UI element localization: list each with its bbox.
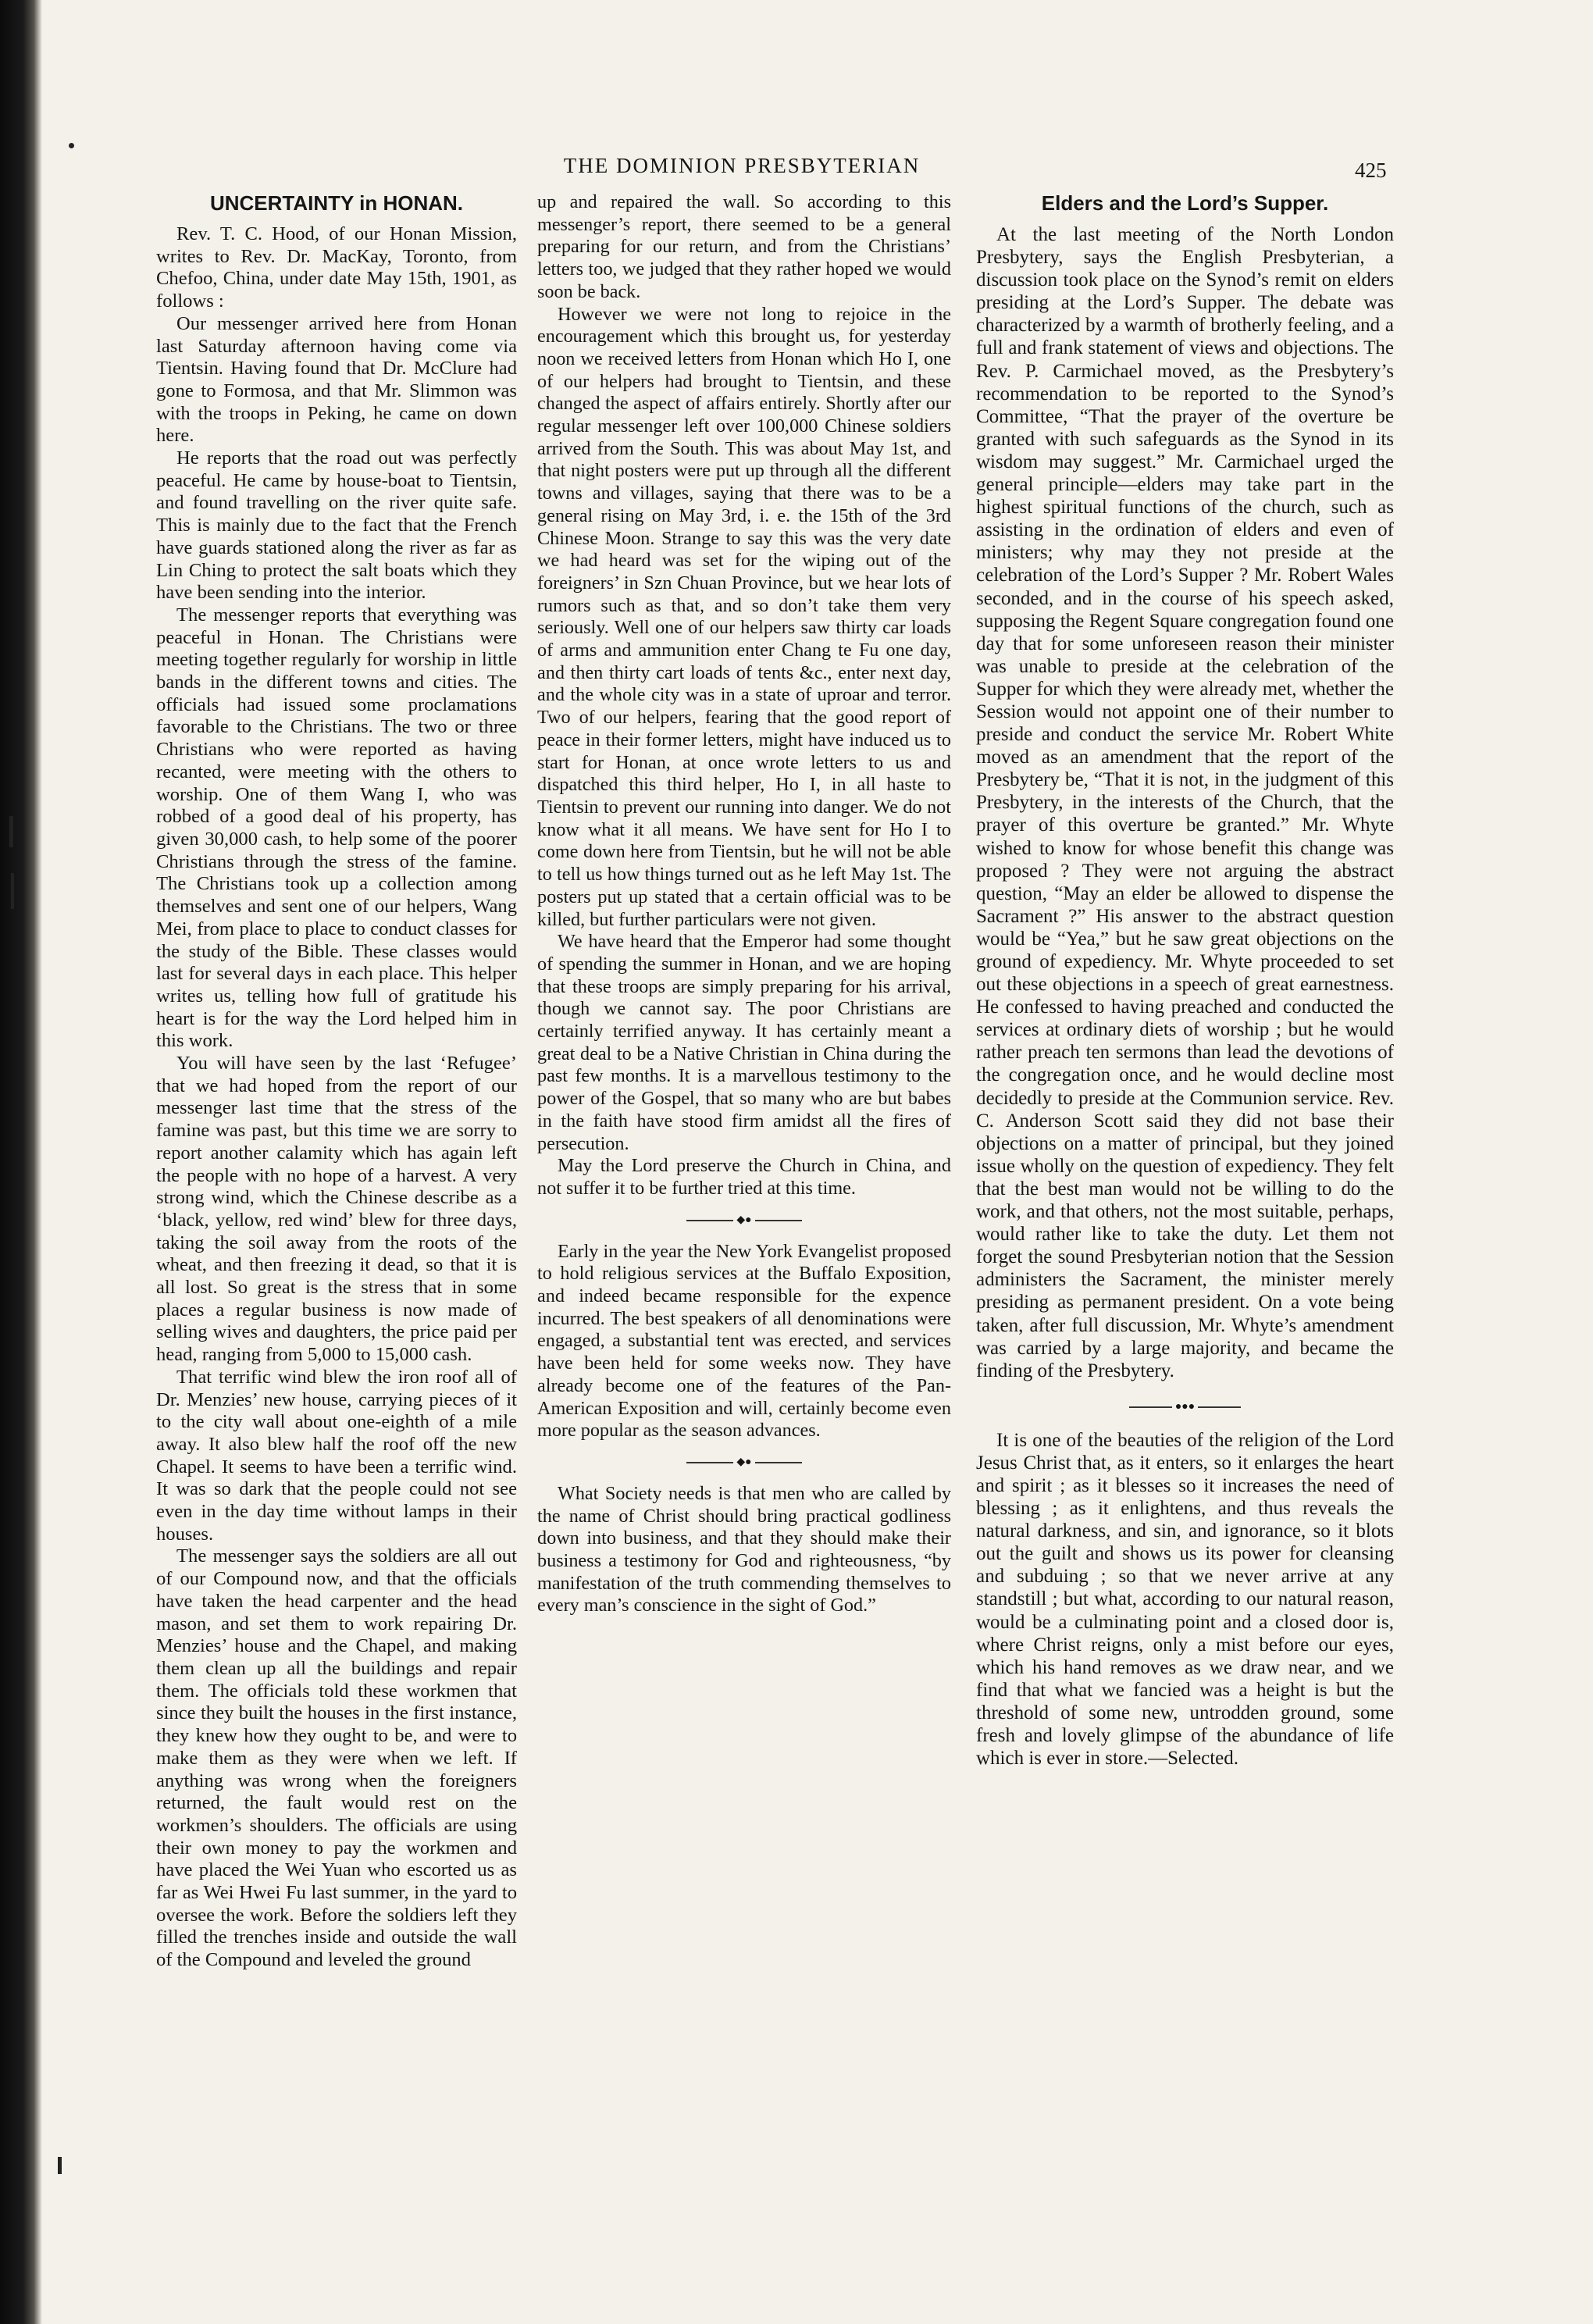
page-number: 425 [1355, 159, 1387, 182]
column-middle [537, 191, 951, 1617]
binding-mark [11, 873, 14, 909]
paragraph: You will have seen by the last ‘Refugee’ that we had hoped from the report of our messenger last time that the stress of the famine was past, but this time we are sorry to report another calamity which has again left the people with no hope of a harvest. A very strong wind, which the Chinese describe as a ‘black, yellow, red wind’ blew for three days, taking the soil away from the roots of the wheat, and then freezing it dead, so that it is all lost. So great is the stress that in some places a regular business is now made of selling wives and daughters, the price paid per head, ranging from 5,000 to 15,000 cash. [156, 1053, 517, 1366]
paragraph: The messenger reports that everything was peaceful in Honan. The Christians were meeting together regularly for worship in little bands in the different towns and cities. The officials had issued some proclamations favorable to the Christians. The two or three Christians who were reported as having recanted, were meeting with the others to worship. One of them Wang I, who was robbed of a good deal of his property, has given 30,000 cash, to help some of the poorer Christians through the stress of the famine. The Christians took up a collection among themselves and sent one of our helpers, Wang Mei, from place to place to conduct classes for the study of the Bible. These classes would last for several days in each place. This helper writes us, telling how full of gratitude his heart is for the way the Lord helped him in this work. [156, 604, 517, 1052]
paragraph: That terrific wind blew the iron roof all of Dr. Menzies’ new house, carrying pieces of it to the city wall about one-eighth of a mile away. It also blew half the roof off the new Chapel. It seems to have been a terrific wind. It was so dark that the people could not see even in the day time without lamps in their houses. [156, 1366, 517, 1545]
column-right [976, 191, 1394, 1770]
section-divider: ◆● [537, 1458, 951, 1467]
paragraph: up and repaired the wall. So according to this messenger’s report, there seemed to be a general preparing for our return, and from the Christians’ letters too, we judged that they rather hoped we would soon be back. [537, 191, 951, 302]
news-note-society-godliness: What Society needs is that men who are called by the name of Christ should bring practical godliness down into business, and that they should make their business a testimony for God and righteousness, “by manifestation of the truth commending themselves to every man’s conscience in the sight of God.” [537, 1482, 951, 1616]
paragraph: We have heard that the Emperor had some thought of spending the summer in Honan, and we are hoping that these troops are simply preparing for his arrival, though we cannot say. The poor Christians are certainly terrified anyway. It has certainly meant a great deal to be a Native Christian in China during the past few months. It is a marvellous testimony to the power of the Gospel, that so many who are but babes in the faith have stood firm amidst all the fires of persecution. [537, 931, 951, 1154]
column-left [156, 191, 517, 1972]
ink-speck [69, 143, 74, 148]
news-note-buffalo-exposition: Early in the year the New York Evangelist proposed to hold religious services at the Buffalo Exposition, and indeed became responsible for the expence incurred. The best speakers of all denominations were engaged, a substantial tent was erected, and services have been held for some weeks now. They have already become one of the features of the Pan-American Exposition and will, certainly become even more popular as the season advances. [537, 1240, 951, 1442]
paragraph: Rev. T. C. Hood, of our Honan Mission, writes to Rev. Dr. MacKay, Toronto, from Chefoo, China, under date May 15th, 1901, as follows : [156, 223, 517, 312]
paragraph: However we were not long to rejoice in the encouragement which this brought us, for yesterday noon we received letters from Honan which Ho I, one of our helpers had brought to Tientsin, and these changed the aspect of affairs entirely. Shortly after our regular messenger left over 100,000 Chinese soldiers arrived from the South. This was about May 1st, and that night posters were put up through all the different towns and villages, saying that there was to be a general rising on May 3rd, i. e. the 15th of the 3rd Chinese Moon. Strange to say this was the very date we had heard was set for the wiping out of the foreigners’ in Szn Chuan Province, but we hear lots of rumors such as that, and so don’t take them very seriously. Well one of our helpers saw thirty car loads of arms and ammunition enter Chang te Fu one day, and then thirty cart loads of tents &c., enter next day, and the whole city was in a state of uproar and terror. Two of our helpers, fearing that the good report of peace in their former letters, might have induced us to start for Honan, at once wrote letters to us and dispatched this third helper, Ho I, in all haste to Tientsin to prevent our running into danger. We do not know what it all means. We have sent for Ho I to come down here from Tientsin, but he will not be able to tell us how things turned out as he left May 1st. The posters put up stated that a certain official was to be killed, but further particulars were not given. [537, 303, 951, 930]
paragraph: May the Lord preserve the Church in China, and not suffer it to be further tried at this time. [537, 1155, 951, 1199]
paragraph: Our messenger arrived here from Honan last Saturday afternoon having come via Tientsin. Having found that Dr. McClure had gone to Formosa, and that Mr. Slimmon was with the troops in Peking, he came on down here. [156, 312, 517, 447]
binding-mark [58, 2157, 62, 2174]
page-binding-edge [0, 0, 42, 2324]
section-divider: ●●● [976, 1403, 1394, 1412]
article-title-elders-lords-supper: Elders and the Lord’s Supper. [1041, 191, 1329, 215]
paragraph: He reports that the road out was perfectly peaceful. He came by house-boat to Tientsin, and found travelling on the river quite safe. This is mainly due to the fact that the French have guards stationed along the river as far as Lin Ching to protect the salt boats which they have been sending into the interior. [156, 447, 517, 604]
running-header: THE DOMINION PRESBYTERIAN [563, 154, 921, 177]
article-title-uncertainty-honan: UNCERTAINTY in HONAN. [209, 191, 464, 215]
binding-mark [9, 816, 13, 847]
section-divider: ◆● [537, 1216, 951, 1225]
paragraph: The messenger says the soldiers are all out of our Compound now, and that the officials have taken the head carpenter and the head mason, and set them to work repairing Dr. Menzies’ house and the Chapel, and making them clean up all the buildings and repair them. The officials told these workmen that since they built the houses in the first instance, they knew how they ought to be, and were to make them as they were when we left. If anything was wrong when the foreigners returned, the fault would rest on the workmen’s shoulders. The officials are using their own money to pay the workmen and have placed the Wei Yuan who escorted us as far as Wei Hwei Fu last summer, in the yard to oversee the work. Before the soldiers left they filled the trenches inside and outside the wall of the Compound and leveled the ground [156, 1545, 517, 1971]
quoted-reflection-selected: It is one of the beauties of the religion of the Lord Jesus Christ that, as it enters, so it enlarges the heart and spirit ; as it blesses so it increases the need of blessing ; as it enlightens, and thus reveals the natural darkness, and sin, and ignorance, so it blots out the guilt and shows us its power for cleansing and subduing ; so that we never arrive at any standstill ; but what, according to our natural reason, would be a culminating point and a closed door is, where Christ reigns, only a mist before our eyes, which his hand removes as we draw near, and we find that what we fancied was a height is but the threshold of some new, untrodden ground, some fresh and lovely glimpse of the abundance of life which is ever in store.—Selected. [976, 1429, 1394, 1770]
paragraph: At the last meeting of the North London Presbytery, says the English Presbyterian, a discussion took place on the Synod’s remit on elders presiding at the Lord’s Supper. The debate was characterized by a warmth of brotherly feeling, and a full and frank statement of views and objections. The Rev. P. Carmichael moved, as the Presbytery’s recommendation to be reported to the Synod’s Committee, “That the prayer of the overture be granted with such safeguards as the Synod in its wisdom may suggest.” Mr. Carmichael urged the general principle—elders may take part in the highest spiritual functions of the church, such as assisting in the ordination of elders and even of ministers; why may they not preside at the celebration of the Lord’s Supper ? Mr. Robert Wales seconded, and in the course of his speech asked, supposing the Regent Square congregation found one day that for some unforeseen reason their minister was unable to preside at the celebration of the Supper for which they were already met, whether the Session would not appoint one of their number to preside and conduct the service Mr. Robert White moved as an amendment that the report of the Presbytery be, “That it is not, in the judgment of this Presbytery, in the interests of the Church, that the prayer of this overture be granted.” Mr. Whyte wished to know for whose benefit this change was proposed ? They were not arguing the abstract question, “May an elder be allowed to dispense the Sacrament ?” His answer to the abstract question would be “Yea,” but he saw great objections on the ground of expediency. Mr. Whyte proceeded to set out these objections in a speech of great earnestness. He confessed to having preached and conducted the services at ordinary diets of worship ; but he would rather preach ten sermons than lead the devotions of the congregation once, and he would decline most decidedly to preside at the Communion service. Rev. C. Anderson Scott said they did not base their objections on a matter of principal, but they joined issue wholly on the question of expediency. They felt that the best man would not be willing to do the work, and that others, not the most suitable, perhaps, would rather like to take the duty. Let them not forget the sound Presbyterian notion that the Session administers the Sacrament, the minister merely presiding as permanent president. On a vote being taken, after full discussion, Mr. Whyte’s amendment was carried by a large majority, and became the finding of the Presbytery. [976, 224, 1394, 1381]
